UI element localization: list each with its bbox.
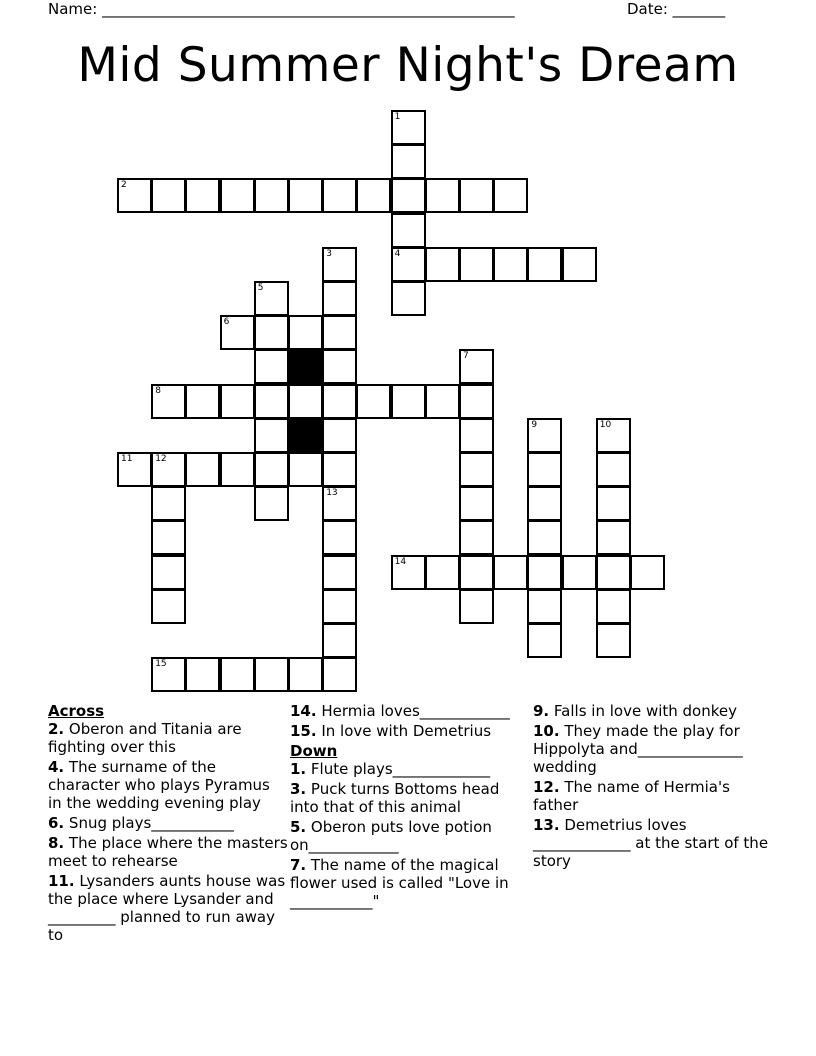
clue-number: 1	[394, 112, 401, 122]
clue-down-13: 13. Demetrius loves _____________ at the start of the story	[533, 816, 769, 870]
grid-cell[interactable]	[527, 623, 562, 658]
clue-across-4: 4. The surname of the character who plays Pyramus in the wedding evening play	[48, 758, 270, 812]
grid-cell[interactable]	[254, 452, 289, 487]
clue-number: 4	[394, 248, 401, 259]
grid-cell[interactable]	[117, 178, 152, 213]
grid-cell[interactable]	[220, 384, 255, 419]
grid-cell[interactable]	[220, 178, 255, 213]
grid-cell[interactable]	[322, 349, 357, 384]
grid-cell[interactable]	[527, 520, 562, 555]
grid-block	[288, 418, 323, 453]
clue-number: 6	[223, 317, 230, 328]
grid-cell[interactable]	[151, 589, 186, 624]
grid-cell[interactable]	[425, 247, 460, 282]
grid-cell[interactable]	[596, 452, 631, 487]
grid-cell[interactable]	[185, 384, 220, 419]
clue-number: 11	[121, 454, 133, 464]
clues-column-3	[533, 702, 773, 872]
grid-cell[interactable]	[459, 178, 494, 213]
grid-cell[interactable]	[459, 520, 494, 555]
grid-block	[288, 349, 323, 384]
grid-cell[interactable]	[254, 315, 289, 350]
down-heading: Down	[290, 742, 338, 760]
grid-cell[interactable]	[322, 623, 357, 658]
grid-cell[interactable]	[322, 178, 357, 213]
grid-cell[interactable]	[185, 178, 220, 213]
grid-cell[interactable]	[596, 418, 631, 453]
grid-cell[interactable]	[254, 281, 289, 316]
grid-cell[interactable]	[459, 384, 494, 419]
grid-cell[interactable]	[527, 418, 562, 453]
grid-cell[interactable]	[391, 213, 426, 248]
grid-cell[interactable]	[459, 418, 494, 453]
across-heading: Across	[48, 702, 105, 720]
grid-cell[interactable]	[151, 486, 186, 521]
grid-cell[interactable]	[151, 520, 186, 555]
clue-number: 2	[121, 180, 127, 191]
grid-cell[interactable]	[391, 144, 426, 179]
grid-cell[interactable]	[220, 657, 255, 692]
grid-cell[interactable]	[322, 589, 357, 624]
grid-cell[interactable]	[527, 486, 562, 521]
clue-down-5: 5. Oberon puts love potion on____________	[290, 818, 492, 854]
clue-down-7: 7. The name of the magical flower used is called "Love in ___________"	[290, 856, 509, 910]
clue-number: 12	[155, 454, 167, 464]
clue-down-9: 9. Falls in love with donkey	[533, 702, 737, 720]
grid-cell[interactable]	[254, 486, 289, 521]
grid-cell[interactable]	[459, 247, 494, 282]
clue-down-1: 1. Flute plays_____________	[290, 760, 491, 778]
grid-cell[interactable]	[151, 178, 186, 213]
grid-cell[interactable]	[288, 657, 323, 692]
grid-cell[interactable]	[391, 178, 426, 213]
clue-across-14: 14. Hermia loves____________	[290, 702, 510, 720]
grid-cell[interactable]	[288, 315, 323, 350]
grid-cell[interactable]	[322, 520, 357, 555]
grid-cell[interactable]	[322, 281, 357, 316]
grid-cell[interactable]	[562, 247, 597, 282]
grid-cell[interactable]	[493, 555, 528, 590]
grid-cell[interactable]	[391, 281, 426, 316]
grid-cell[interactable]	[596, 520, 631, 555]
clue-down-3: 3. Puck turns Bottoms head into that of this animal	[290, 780, 500, 816]
grid-cell[interactable]	[425, 384, 460, 419]
grid-cell[interactable]	[356, 178, 391, 213]
grid-cell[interactable]	[527, 452, 562, 487]
grid-cell[interactable]	[391, 384, 426, 419]
grid-cell[interactable]	[151, 657, 186, 692]
clue-down-12: 12. The name of Hermia's father	[533, 778, 730, 814]
grid-cell[interactable]	[254, 384, 289, 419]
clue-number: 15	[155, 659, 167, 670]
clue-across-2: 2. Oberon and Titania are fighting over this	[48, 720, 242, 756]
grid-cell[interactable]	[493, 247, 528, 282]
grid-cell[interactable]	[391, 247, 426, 282]
clue-number: 13	[326, 488, 338, 499]
grid-cell[interactable]	[288, 178, 323, 213]
name-field-label: Name: _______________________________________________________	[48, 0, 515, 18]
grid-cell[interactable]	[527, 555, 562, 590]
clue-across-6: 6. Snug plays___________	[48, 814, 234, 832]
grid-cell[interactable]	[425, 178, 460, 213]
grid-cell[interactable]	[459, 589, 494, 624]
grid-cell[interactable]	[185, 657, 220, 692]
grid-cell[interactable]	[254, 178, 289, 213]
grid-cell[interactable]	[630, 555, 665, 590]
grid-cell[interactable]	[151, 555, 186, 590]
grid-cell[interactable]	[391, 555, 426, 590]
grid-cell[interactable]	[322, 555, 357, 590]
grid-cell[interactable]	[596, 555, 631, 590]
grid-cell[interactable]	[288, 452, 323, 487]
grid-cell[interactable]	[322, 657, 357, 692]
grid-cell[interactable]	[322, 418, 357, 453]
grid-cell[interactable]	[459, 555, 494, 590]
grid-cell[interactable]	[527, 247, 562, 282]
clues-column-2	[290, 702, 530, 912]
grid-cell[interactable]	[425, 555, 460, 590]
clue-number: 7	[463, 351, 469, 362]
clue-across-8: 8. The place where the masters meet to rehearse	[48, 834, 288, 870]
grid-cell[interactable]	[459, 486, 494, 521]
grid-cell[interactable]	[459, 452, 494, 487]
clues-column-1	[48, 702, 288, 946]
clue-down-10: 10. They made the play for Hippolyta and______________ wedding	[533, 722, 743, 776]
clue-number: 10	[599, 419, 612, 430]
grid-cell[interactable]	[322, 486, 357, 521]
grid-cell[interactable]	[527, 589, 562, 624]
clue-across-11: 11. Lysanders aunts house was the place where Lysander and _________ planned to run away to	[48, 872, 286, 944]
grid-cell[interactable]	[254, 657, 289, 692]
grid-cell[interactable]	[493, 178, 528, 213]
clue-number: 5	[257, 283, 264, 293]
grid-cell[interactable]	[322, 247, 357, 282]
grid-cell[interactable]	[117, 452, 152, 487]
grid-cell[interactable]	[391, 110, 426, 145]
clue-number: 8	[155, 385, 161, 396]
grid-cell[interactable]	[254, 418, 289, 453]
grid-cell[interactable]	[151, 384, 186, 419]
grid-cell[interactable]	[322, 384, 357, 419]
grid-cell[interactable]	[322, 452, 357, 487]
date-field-label: Date: _______	[627, 0, 726, 18]
grid-cell[interactable]	[254, 349, 289, 384]
grid-cell[interactable]	[596, 486, 631, 521]
clue-number: 3	[326, 248, 332, 259]
grid-cell[interactable]	[459, 349, 494, 384]
clue-number: 9	[531, 419, 538, 430]
grid-cell[interactable]	[596, 623, 631, 658]
clue-across-15: 15. In love with Demetrius	[290, 722, 492, 740]
grid-cell[interactable]	[185, 452, 220, 487]
grid-cell[interactable]	[151, 452, 186, 487]
grid-cell[interactable]	[322, 315, 357, 350]
grid-cell[interactable]	[356, 384, 391, 419]
grid-cell[interactable]	[596, 589, 631, 624]
grid-cell[interactable]	[220, 452, 255, 487]
page-title: Mid Summer Night's Dream	[77, 38, 739, 93]
clue-number: 14	[394, 556, 407, 567]
grid-cell[interactable]	[220, 315, 255, 350]
grid-cell[interactable]	[562, 555, 597, 590]
grid-cell[interactable]	[288, 384, 323, 419]
